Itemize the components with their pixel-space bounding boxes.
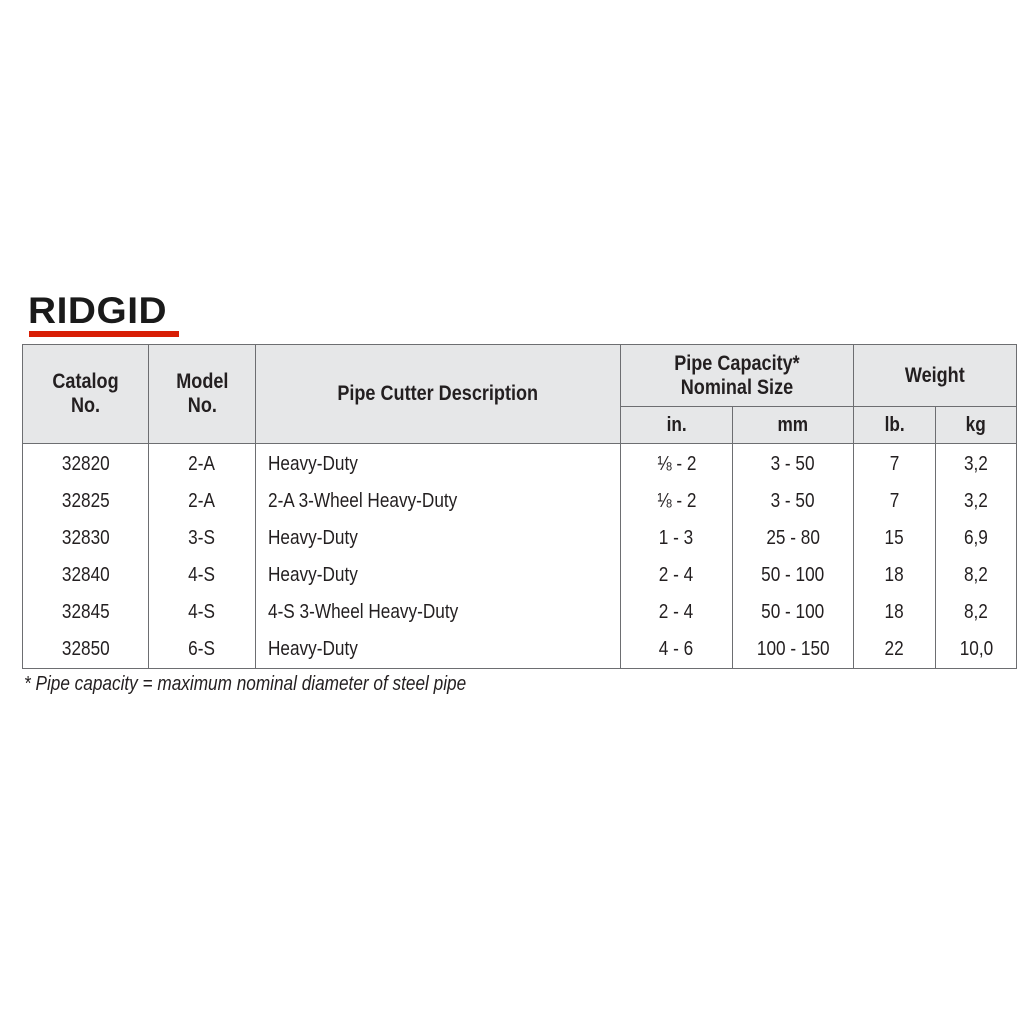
kg-cell: 8,2 — [936, 594, 1017, 631]
table-row — [23, 520, 1017, 557]
capacity-header-line1: Pipe Capacity* — [674, 351, 800, 375]
mm-cell: 25 - 80 — [733, 520, 854, 557]
mm-cell: 3 - 50 — [733, 483, 854, 520]
kg-cell: 3,2 — [936, 444, 1017, 484]
mm-cell: 50 - 100 — [733, 594, 854, 631]
in-cell: ⅛ - 2 — [621, 483, 733, 520]
kg-cell: 3,2 — [936, 483, 1017, 520]
description-header-label: Pipe Cutter Description — [337, 382, 539, 405]
in-cell: 2 - 4 — [621, 594, 733, 631]
description-header — [256, 345, 621, 444]
model-no-header — [149, 345, 256, 444]
catalog-cell: 32840 — [23, 557, 149, 594]
weight-header-label: Weight — [905, 363, 965, 387]
catalog-cell: 32830 — [23, 520, 149, 557]
lb-cell: 22 — [854, 631, 936, 669]
in-cell: 4 - 6 — [621, 631, 733, 669]
capacity-header-line2: Nominal Size — [680, 375, 794, 399]
lb-cell: 18 — [854, 594, 936, 631]
description-cell: Heavy-Duty — [256, 631, 621, 669]
table-row — [23, 483, 1017, 520]
pipe-cutter-spec-table — [22, 344, 1017, 669]
description-cell: Heavy-Duty — [256, 520, 621, 557]
in-cell: ⅛ - 2 — [621, 444, 733, 484]
logo-red-bar — [29, 331, 179, 337]
logo-wordmark: RIDGID — [28, 290, 168, 331]
mm-cell: 3 - 50 — [733, 444, 854, 484]
lb-cell: 18 — [854, 557, 936, 594]
description-cell: 4-S 3-Wheel Heavy-Duty — [256, 594, 621, 631]
mm-subheader: mm — [733, 407, 854, 444]
kg-cell: 10,0 — [936, 631, 1017, 669]
pipe-capacity-footnote: * Pipe capacity = maximum nominal diameter of steel pipe — [24, 673, 467, 695]
catalog-cell: 32850 — [23, 631, 149, 669]
description-cell: 2-A 3-Wheel Heavy-Duty — [256, 483, 621, 520]
table-row — [23, 594, 1017, 631]
lb-cell: 7 — [854, 444, 936, 484]
model-cell: 2-A — [149, 483, 256, 520]
model-cell: 6-S — [149, 631, 256, 669]
catalog-cell: 32825 — [23, 483, 149, 520]
model-cell: 4-S — [149, 594, 256, 631]
in-cell: 1 - 3 — [621, 520, 733, 557]
kg-cell: 8,2 — [936, 557, 1017, 594]
in-cell: 2 - 4 — [621, 557, 733, 594]
catalog-header-line1: Catalog — [52, 370, 119, 393]
model-cell: 2-A — [149, 444, 256, 484]
lb-cell: 15 — [854, 520, 936, 557]
kg-subheader: kg — [936, 407, 1017, 444]
ridgid-logo — [28, 290, 180, 341]
in-subheader: in. — [621, 407, 733, 444]
table-row — [23, 444, 1017, 484]
pipe-capacity-header — [621, 345, 854, 407]
mm-cell: 100 - 150 — [733, 631, 854, 669]
weight-header — [854, 345, 1017, 407]
model-header-line1: Model — [175, 370, 229, 393]
model-header-line2: No. — [187, 394, 217, 417]
table-body — [23, 444, 1017, 669]
description-cell: Heavy-Duty — [256, 444, 621, 484]
table-row — [23, 631, 1017, 669]
table-row — [23, 557, 1017, 594]
catalog-cell: 32845 — [23, 594, 149, 631]
mm-cell: 50 - 100 — [733, 557, 854, 594]
catalog-no-header — [23, 345, 149, 444]
model-cell: 3-S — [149, 520, 256, 557]
catalog-header-line2: No. — [70, 394, 101, 417]
kg-cell: 6,9 — [936, 520, 1017, 557]
catalog-cell: 32820 — [23, 444, 149, 484]
model-cell: 4-S — [149, 557, 256, 594]
lb-cell: 7 — [854, 483, 936, 520]
table-header — [23, 345, 1017, 444]
description-cell: Heavy-Duty — [256, 557, 621, 594]
lb-subheader: lb. — [854, 407, 936, 444]
